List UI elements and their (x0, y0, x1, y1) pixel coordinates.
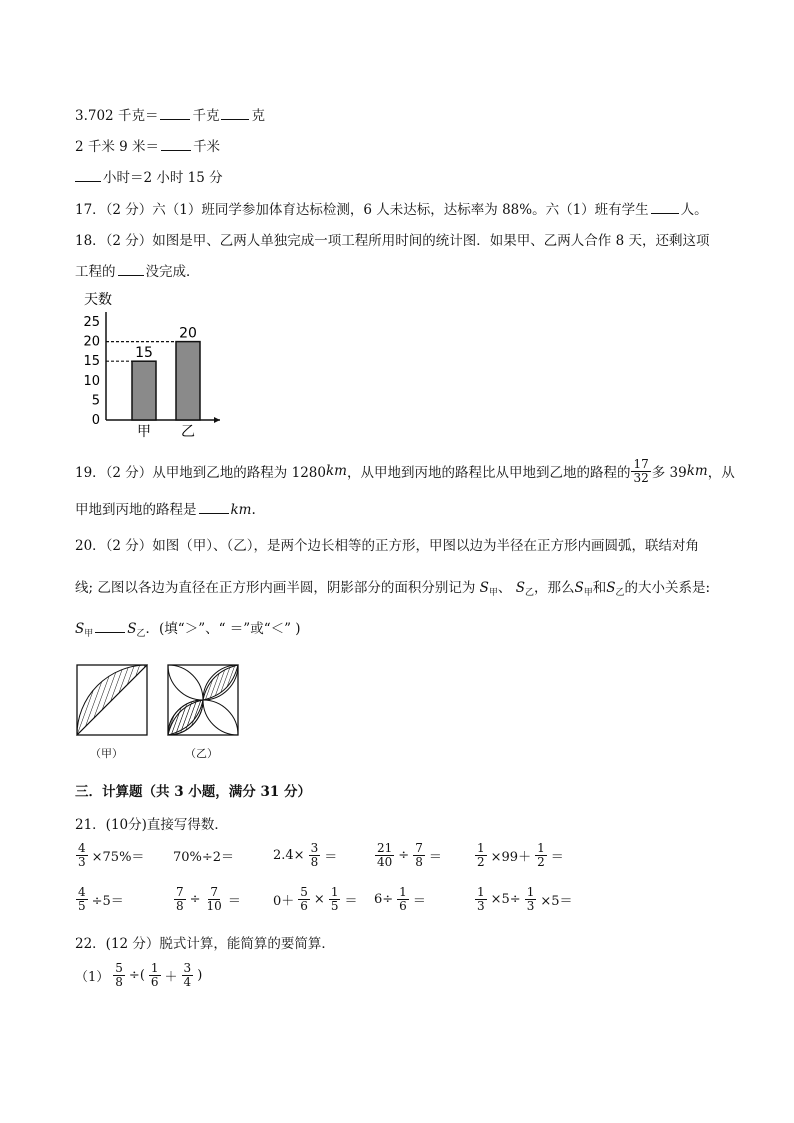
chart-ytick-label: 15 (83, 354, 100, 370)
chart-ticks (83, 315, 100, 428)
chart-bars (106, 326, 200, 438)
question-17: 17．（2 分）六（1）班同学参加体育达标检测，6 人未达标，达标率为 88%。六（1）班有学生 人。 (75, 198, 708, 218)
line-length: 2 千米 9 米＝ 千米 (75, 135, 220, 155)
chart-axes (106, 312, 220, 423)
question-22-item-1: （1） $\frac{5}{8}$ ÷( $\frac{1}{6}$ ＋ $\frac{3}{4}$ ) (75, 961, 203, 989)
figure-jia-caption: （甲） (90, 747, 123, 760)
calc-r2c2: $\frac{7}{8}$ ÷ $\frac{7}{10}$ ＝ (176, 885, 241, 913)
figure-yi (167, 664, 239, 736)
chart-ylabel: 天数 (84, 292, 112, 308)
chart-category-label: 乙 (181, 424, 195, 438)
question-20-line3: $S_甲$ $S_乙$．(填“＞”、“ ＝”或“＜” ) (75, 617, 301, 639)
question-21-title: 21．(10分)直接写得数． (75, 817, 228, 833)
chart-bar (176, 342, 200, 420)
line-weight: 3.702 千克＝ 千克 克 (75, 104, 265, 124)
question-20-line2: 线; 乙图以各边为直径在正方形内画半圆，阴影部分的面积分别记为 $S_甲$、 $S_乙$，那么$S_甲$和$S_乙$的大小关系是: (75, 580, 711, 598)
question-18-line1: 18．（2 分）如图是甲、乙两人单独完成一项工程所用时间的统计图．如果甲、乙两人合作 8 天，还剩这项 (75, 233, 710, 249)
chart-ytick-label: 5 (91, 393, 100, 409)
question-19-line1: 19．（2 分）从甲地到乙地的路程为 1280 km ，从甲地到丙地的路程比从甲地到乙地的路程的 $\frac{17}{32}$ 多 39 km ，从 (75, 457, 735, 485)
line-time: 小时＝2 小时 15 分 (75, 166, 223, 186)
calc-r1c2: 70%÷2＝ (173, 850, 235, 865)
calc-r2c5: $\frac{1}{3}$ ×5÷ $\frac{1}{3}$ ×5＝ (477, 885, 573, 913)
chart-ytick-label: 0 (91, 413, 100, 428)
bar-chart (70, 288, 230, 438)
question-22-title: 22．(12 分）脱式计算，能简算的要简算． (75, 936, 335, 952)
chart-ytick-label: 10 (83, 373, 100, 389)
question-18-line2: 工程的 没完成． (75, 260, 200, 280)
calc-r2c1: $\frac{4}{5}$ ÷5＝ (78, 885, 124, 913)
calc-r2c4: 6÷ $\frac{1}{6}$ ＝ (374, 885, 426, 913)
chart-bar (132, 361, 156, 420)
chart-ytick-label: 25 (83, 315, 100, 330)
section-3-title: 三．计算题（共 3 小题，满分 31 分） (75, 784, 311, 800)
chart-x-arrow (214, 417, 220, 423)
calc-r2c3: 0＋ $\frac{5}{6}$ × $\frac{1}{5}$ ＝ (273, 885, 358, 913)
chart-category-label: 甲 (137, 424, 151, 438)
question-20-line1: 20．（2 分）如图（甲）、（乙），是两个边长相等的正方形，甲图以边为半径在正方形内画圆弧，联结对角 (75, 538, 700, 554)
calc-r1c3: 2.4× $\frac{3}{8}$ ＝ (273, 841, 338, 869)
figure-yi-caption: （乙） (185, 747, 218, 760)
chart-data-label: 15 (135, 345, 153, 362)
calc-r1c5: $\frac{1}{2}$ ×99＋ $\frac{1}{2}$ ＝ (477, 841, 564, 869)
chart-data-label: 20 (179, 325, 197, 342)
figure-jia (76, 664, 148, 736)
fraction-17-32: $\frac{17}{32}$ (633, 457, 649, 485)
chart-ytick-label: 20 (83, 334, 100, 350)
question-19-line2: 甲地到丙地的路程是 km. (75, 498, 256, 518)
calc-r1c4: $\frac{21}{40}$ ÷ $\frac{7}{8}$ ＝ (377, 841, 442, 869)
calc-r1c1: $\frac{4}{3}$ ×75%＝ (78, 841, 145, 869)
